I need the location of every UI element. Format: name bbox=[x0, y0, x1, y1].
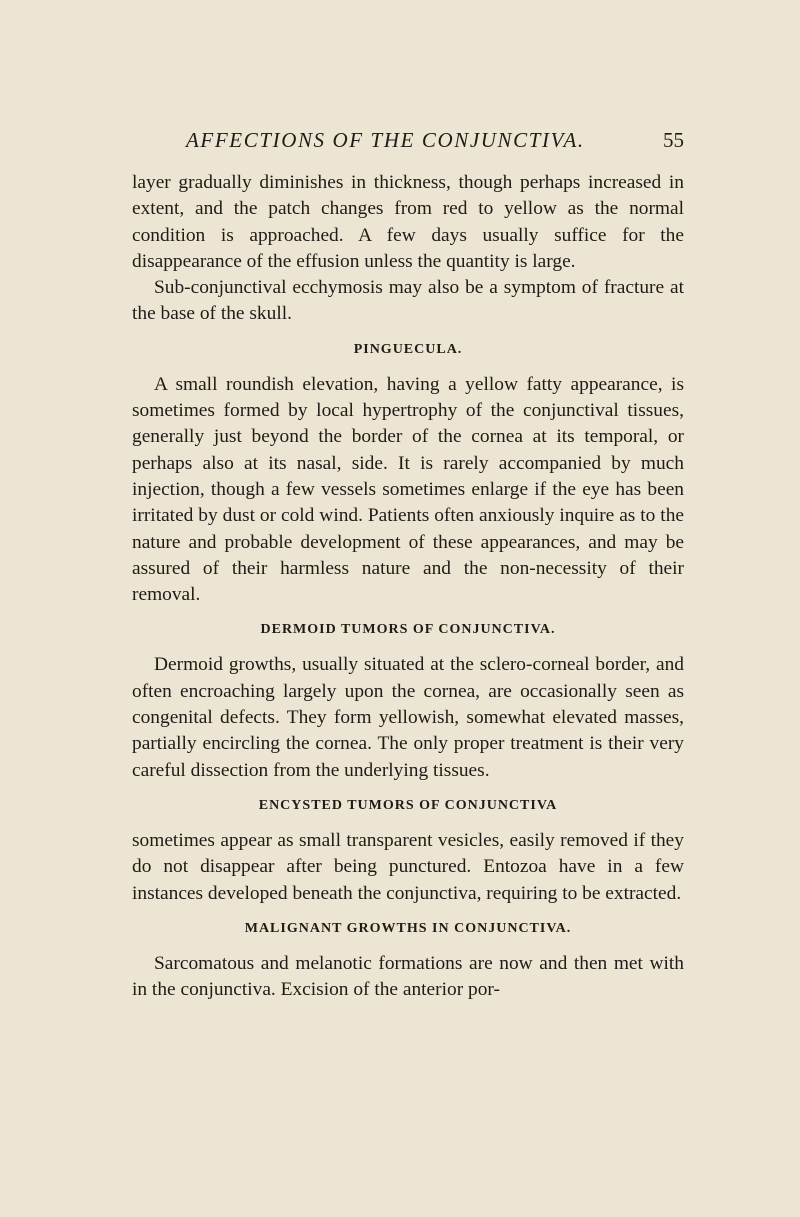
paragraph-ecchymosis: Sub-conjunctival ecchymosis may also be a symptom of fracture at the base of the skull. bbox=[132, 277, 684, 325]
running-head bbox=[168, 128, 684, 162]
section-heading-malignant-growths: MALIGNANT GROWTHS IN CONJUNCTIVA. bbox=[244, 920, 572, 936]
body-text bbox=[132, 170, 684, 1003]
paragraph-dermoid-tumors: Dermoid growths, usually situated at the sclero-corneal border, and often encroaching largely upon the cornea, are occasionally seen as congenital defects. They form yellowish, somewhat elevated masses, partially encircling the cornea. The only proper treatment is their very careful dissection from the underlying tissues. bbox=[132, 654, 684, 781]
running-title: AFFECTIONS OF THE CONJUNCTIVA. bbox=[186, 128, 585, 152]
section-heading-dermoid-tumors: DERMOID TUMORS OF CONJUNCTIVA. bbox=[260, 622, 556, 638]
paragraph-malignant-growths: Sarcomatous and melanotic formations are now and then met with in the conjunctiva. Excision of the anterior por- bbox=[132, 952, 684, 1001]
paragraph-encysted-tumors: sometimes appear as small transparent vesicles, easily removed if they do not disappear after being punctured. Entozoa have in a few instances developed beneath the conjunctiva, requiring to be extracted. bbox=[132, 829, 684, 904]
page-number: 55 bbox=[663, 128, 684, 152]
paragraph-pinguecula: A small roundish elevation, having a yellow fatty appearance, is sometimes formed by local hypertrophy of the conjunctival tissues, generally just beyond the border of the cornea at its temporal, or perhaps also at its nasal, side. It is rarely accompanied by much injection, though a few vessels sometimes enlarge if the eye has been irritated by dust or cold wind. Patients often anxiously inquire as to the nature and probable development of these appearances, and may be assured of their harmless nature and the non-necessity of their removal. bbox=[132, 373, 684, 606]
paragraph-effusion-continued: layer gradually diminishes in thickness, though perhaps increased in extent, and the patch changes from red to yellow as the normal condition is approached. A few days usually suffice for the disappearance of the effusion unless the quantity is large. bbox=[132, 172, 684, 272]
section-heading-pinguecula: PINGUECULA. bbox=[353, 341, 463, 357]
section-heading-encysted-tumors: ENCYSTED TUMORS OF CONJUNCTIVA bbox=[258, 797, 558, 813]
